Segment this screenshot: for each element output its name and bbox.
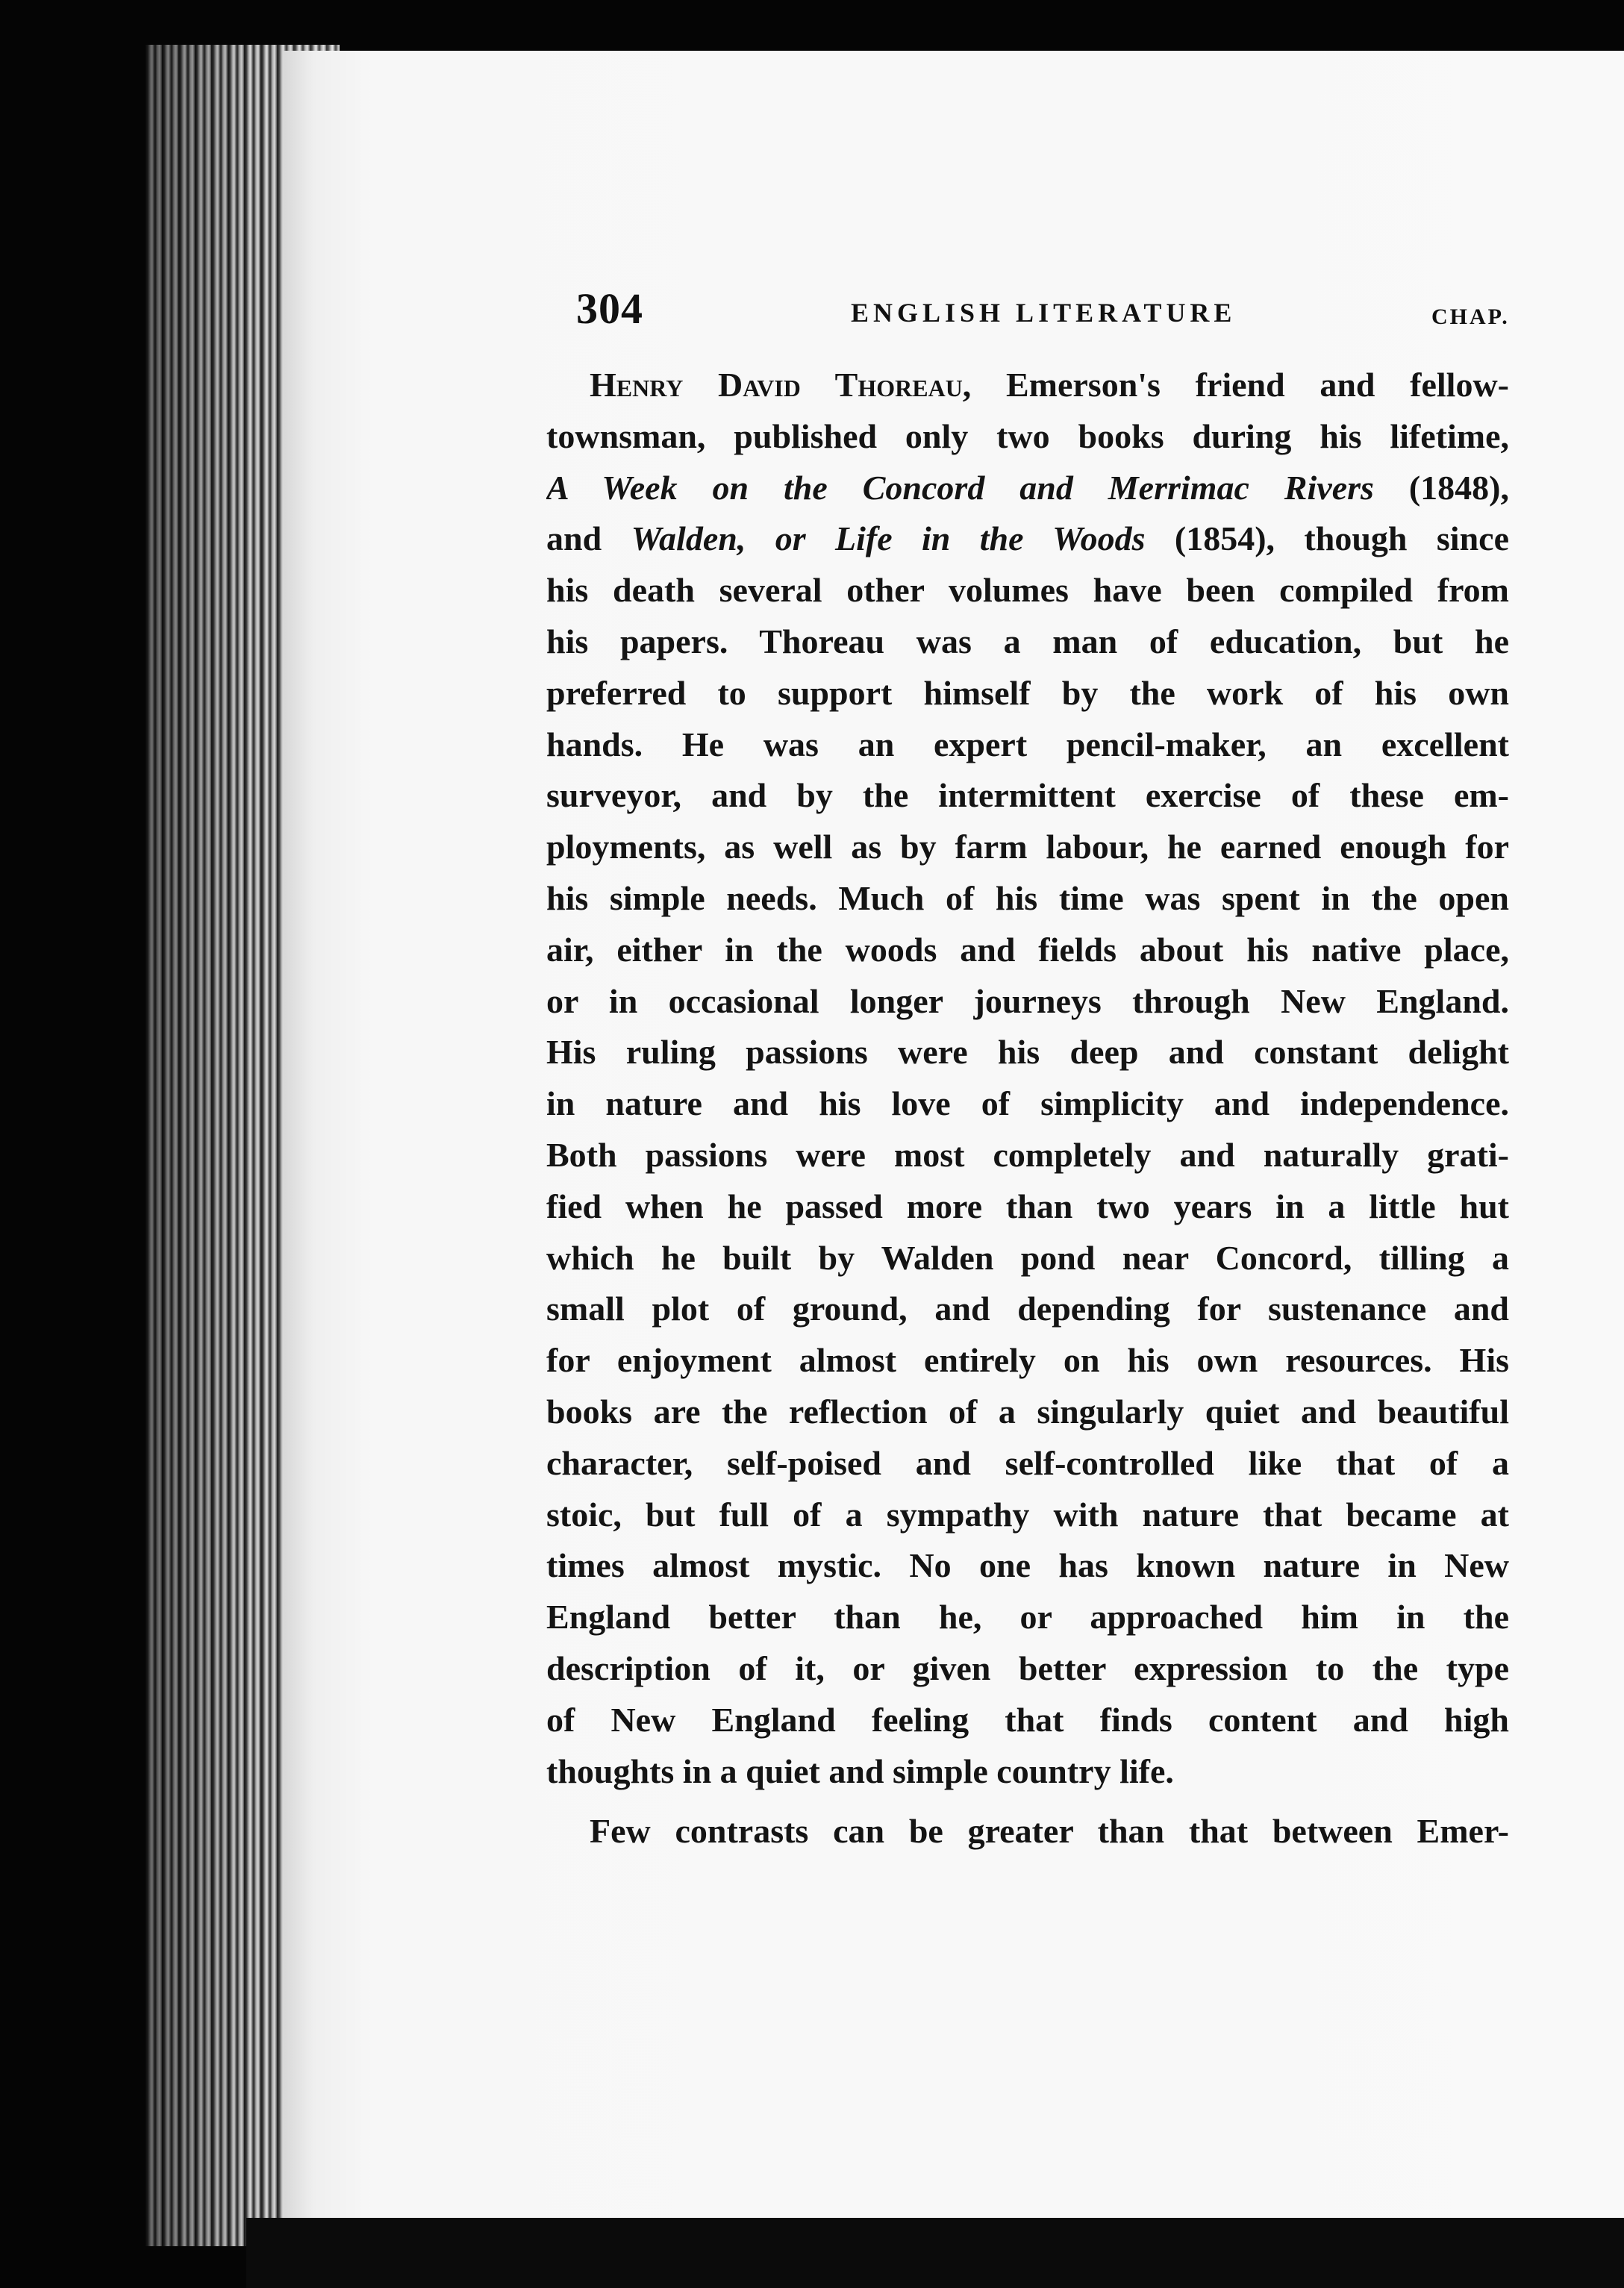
text-line: thoughts in a quiet and simple country life. (546, 1751, 1174, 1790)
text-line: and Walden, or Life in the Woods (1854), though since (546, 519, 1509, 558)
text-line: description of it, or given better expression to the type (546, 1648, 1509, 1687)
text-line: fied when he passed more than two years in a little hut (546, 1187, 1509, 1225)
paragraph-1 (546, 360, 1509, 1797)
text-line: preferred to support himself by the work of his own (546, 673, 1509, 712)
text-line: his papers. Thoreau was a man of education, but he (546, 622, 1509, 660)
text-line: his death several other volumes have been compiled from (546, 571, 1509, 610)
paragraph-2 (546, 1806, 1509, 1857)
text-line: books are the reflection of a singularly quiet and beautiful (546, 1392, 1509, 1431)
paragraph-gap (546, 1797, 1509, 1806)
text-line: Both passions were most completely and naturally grati- (546, 1135, 1509, 1174)
text-line: his simple needs. Much of his time was spent in the open (546, 878, 1509, 917)
text-line: Few contrasts can be greater than that between Emer- (590, 1812, 1509, 1851)
text-line: of New England feeling that finds content and high (546, 1700, 1509, 1739)
text-line: character, self-poised and self-controlled like that of a (546, 1443, 1509, 1482)
text-line: His ruling passions were his deep and constant delight (546, 1033, 1509, 1072)
text-line: ployments, as well as by farm labour, he earned enough for (546, 828, 1509, 866)
running-head (0, 284, 1624, 343)
book-title: A Week on the Concord and Merrimac Rivers (546, 468, 1374, 507)
body-text (546, 360, 1509, 1857)
chapter-label: CHAP. (1431, 304, 1510, 329)
text-line: townsman, published only two books during his lifetime, (546, 416, 1509, 455)
scan-bottom-edge (246, 2218, 1624, 2288)
text-line: small plot of ground, and depending for sustenance and (546, 1290, 1509, 1328)
text-line: or in occasional longer journeys through New England. (546, 981, 1509, 1020)
text-line: hands. He was an expert pencil-maker, an excellent (546, 725, 1509, 763)
text-line: air, either in the woods and fields about his native place, (546, 930, 1509, 969)
text-line: Henry David Thoreau, Emerson's friend and fellow- (590, 366, 1509, 404)
text-line: for enjoyment almost entirely on his own resources. His (546, 1341, 1509, 1380)
text-line: surveyor, and by the intermittent exercise of these em- (546, 776, 1509, 815)
text-line: A Week on the Concord and Merrimac Rivers (1848), (546, 468, 1509, 507)
author-name: Henry David Thoreau, (590, 366, 972, 404)
text-line: which he built by Walden pond near Concord, tilling a (546, 1238, 1509, 1277)
running-title: ENGLISH LITERATURE (851, 298, 1237, 328)
text-line: England better than he, or approached him in the (546, 1598, 1509, 1637)
text-line: stoic, but full of a sympathy with nature that became at (546, 1495, 1509, 1534)
text-line: times almost mystic. No one has known nature in New (546, 1546, 1509, 1585)
book-title: Walden, or Life in the Woods (631, 519, 1146, 558)
page-number: 304 (576, 284, 643, 333)
text-line: in nature and his love of simplicity and independence. (546, 1084, 1509, 1123)
